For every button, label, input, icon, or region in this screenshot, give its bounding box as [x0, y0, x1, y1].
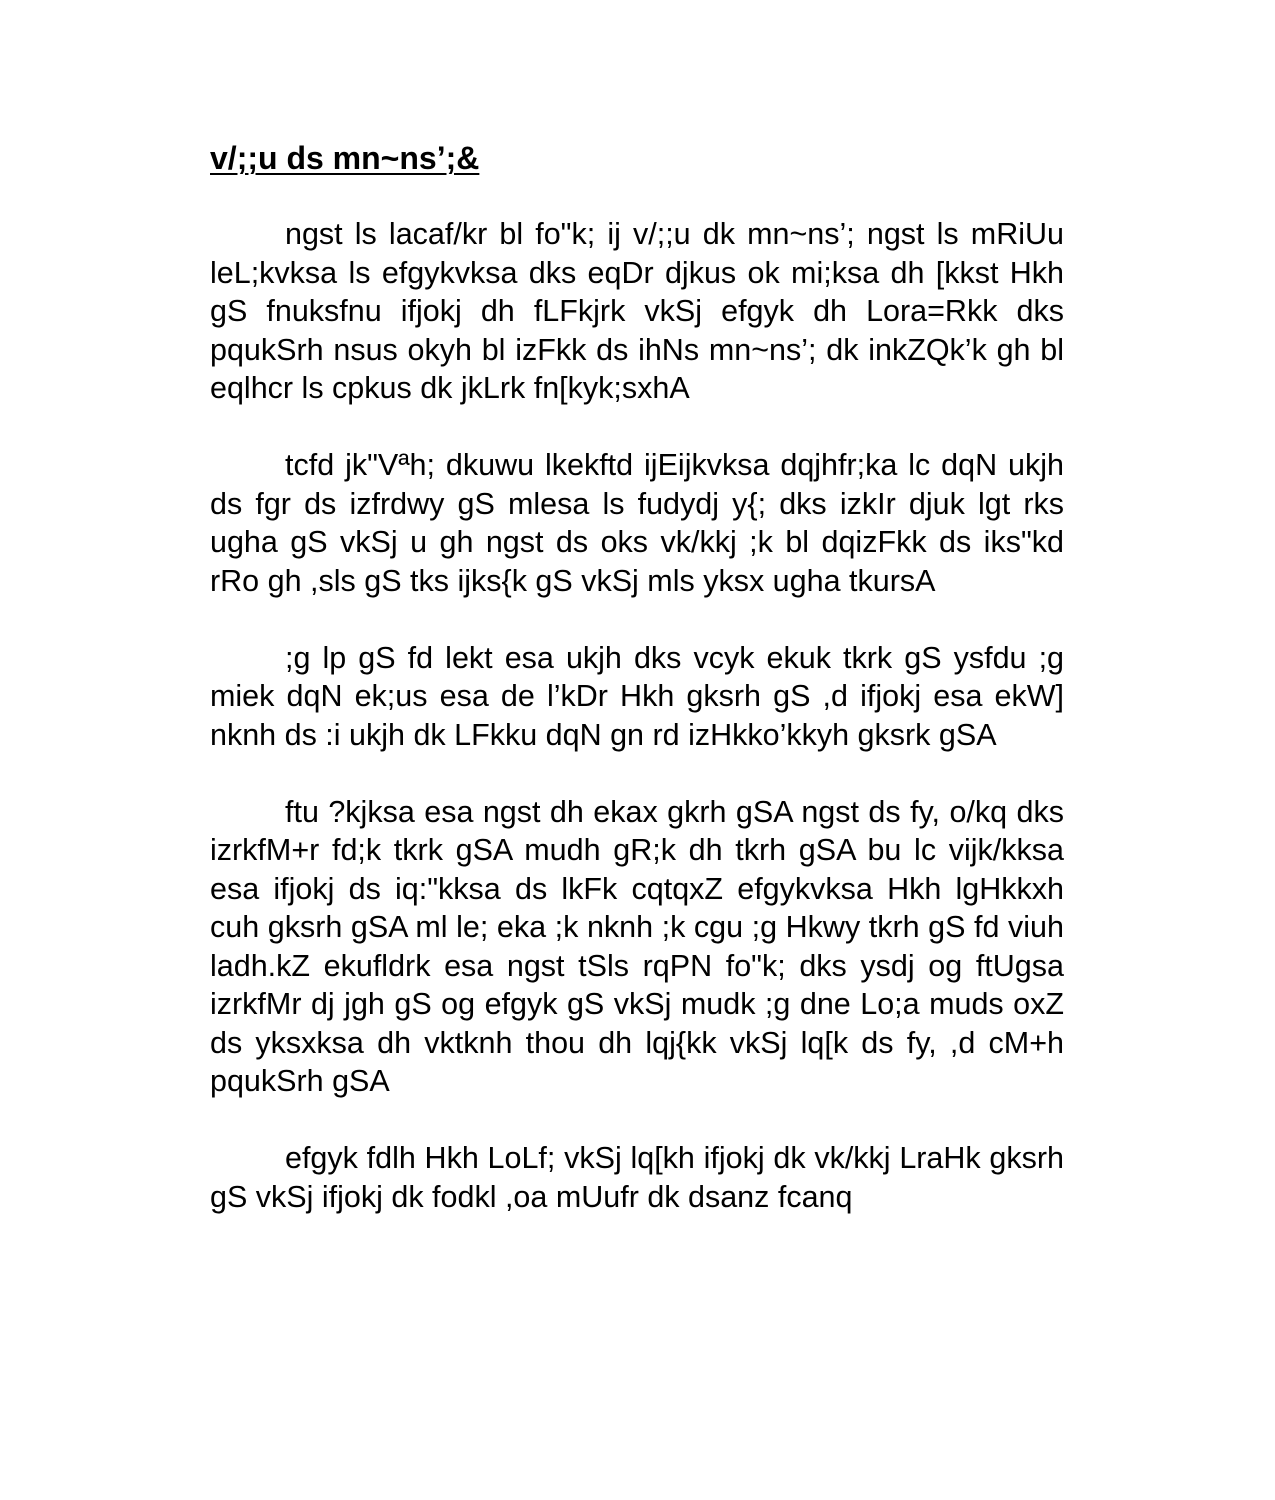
document-page [210, 137, 1064, 1255]
document-title: v/;;u ds mn~ns’;& [210, 140, 480, 176]
paragraph-5: efgyk fdlh Hkh LoLf; vkSj lq[kh ifjokj dk vk/kkj LraHk gksrh gS vkSj ifjokj dk fodkl ,oa mUufr dk dsanz fcanq [210, 1141, 1064, 1214]
paragraph-2: tcfd jk"Vªh; dkuwu lkekftd ijEijkvksa dqjhfr;ka lc dqN ukjh ds fgr ds izfrdwy gS mlesa ls fudydj y{; dks izkIr djuk lgt rks ugha gS vkSj u gh ngst ds oks vk/kkj ;k bl dqizFkk ds iks"kd rRo gh ,sls gS tks ijks{k gS vkSj mls yksx ugha tkursA [210, 448, 1064, 598]
paragraph-1: ngst ls lacaf/kr bl fo"k; ij v/;;u dk mn~ns’; ngst ls mRiUu leL;kvksa ls efgykvksa dks eqDr djkus ok mi;ksa dh [kkst Hkh gS fnuksfnu ifjokj dh fLFkjrk vkSj efgyk dh Lora=Rkk dks pqukSrh nsus okyh bl izFkk ds ihNs mn~ns’; dk inkZQk’k gh bl eqlhcr ls cpkus dk jkLrk fn[kyk;sxhA [210, 217, 1064, 405]
paragraph-3: ;g lp gS fd lekt esa ukjh dks vcyk ekuk tkrk gS ysfdu ;g miek dqN ek;us esa de l’kDr Hkh gksrh gS ,d ifjokj esa ekW] nknh ds :i ukjh dk LFkku dqN gn rd izHkko’kkyh gksrk gSA [210, 640, 1064, 752]
paragraph-4: ftu ?kjksa esa ngst dh ekax gkrh gSA ngst ds fy, o/kq dks izrkfM+r fd;k tkrk gSA mudh gR;k dh tkrh gSA bu lc vijk/kksa esa ifjokj ds iq:"kksa ds lkFk cqtqxZ efgykvksa Hkh lgHkkxh cuh gksrh gSA ml le; eka ;k nknh ;k cgu ;g Hkwy tkrh gS fd viuh ladh.kZ ekufldrk esa ngst tSls rqPN fo"k; dks ysdj og ftUgsa izrkfMr dj jgh gS og efgyk gS vkSj mudk ;g dne Lo;a muds oxZ ds yksxksa dh vktknh thou dh lqj{kk vkSj lq[k ds fy, ,d cM+h pqukSrh gSA [210, 794, 1064, 1098]
